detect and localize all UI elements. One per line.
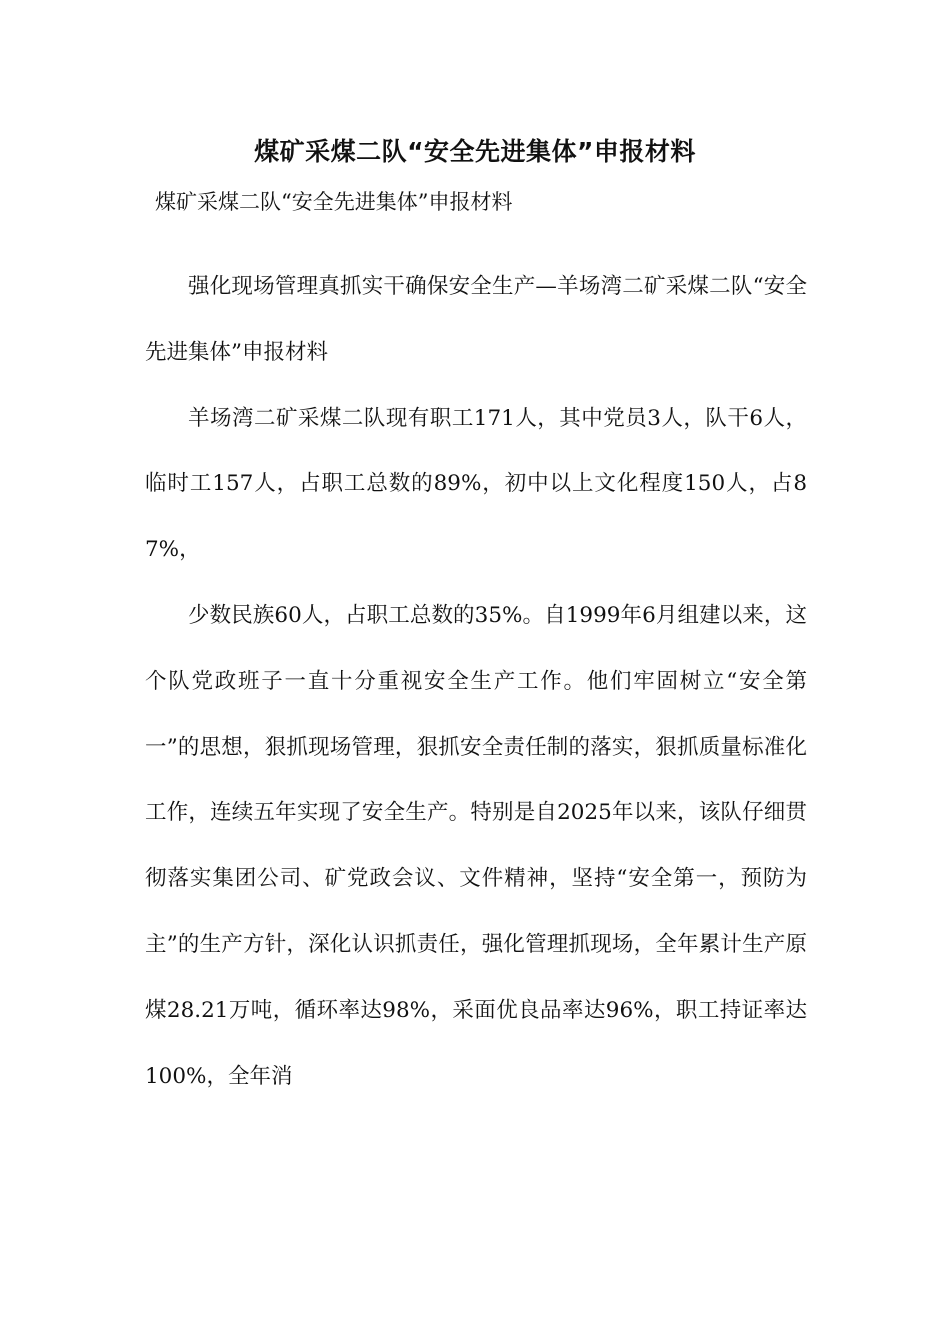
paragraph-heading-line: 强化现场管理真抓实干确保安全生产—羊场湾二矿采煤二队“安全先进集体”申报材料 bbox=[145, 274, 807, 365]
document-body bbox=[145, 254, 807, 1109]
document-subtitle: 煤矿采煤二队“安全先进集体”申报材料 bbox=[155, 190, 513, 214]
document-title: 煤矿采煤二队“安全先进集体”申报材料 bbox=[254, 137, 696, 166]
paragraph-safety-record: 少数民族60人，占职工总数的35%。自1999年6月组建以来，这个队党政班子一直十分重视安全生产工作。他们牢固树立“安全第一”的思想，狠抓现场管理，狠抓安全责任制的落实，狠抓质量标准化工作，连续五年实现了安全生产。特别是自2025年以来，该队仔细贯彻落实集团公司、矿党政会议、文件精神，坚持“安全第一，预防为主”的生产方针，深化认识抓责任，强化管理抓现场，全年累计生产原煤28.21万吨，循环率达98%，采面优良品率达96%，职工持证率达100%，全年消 bbox=[145, 602, 807, 1089]
paragraph-staff-stats: 羊场湾二矿采煤二队现有职工171人，其中党员3人，队干6人，临时工157人，占职工总数的89%，初中以上文化程度150人，占87%， bbox=[145, 405, 807, 563]
